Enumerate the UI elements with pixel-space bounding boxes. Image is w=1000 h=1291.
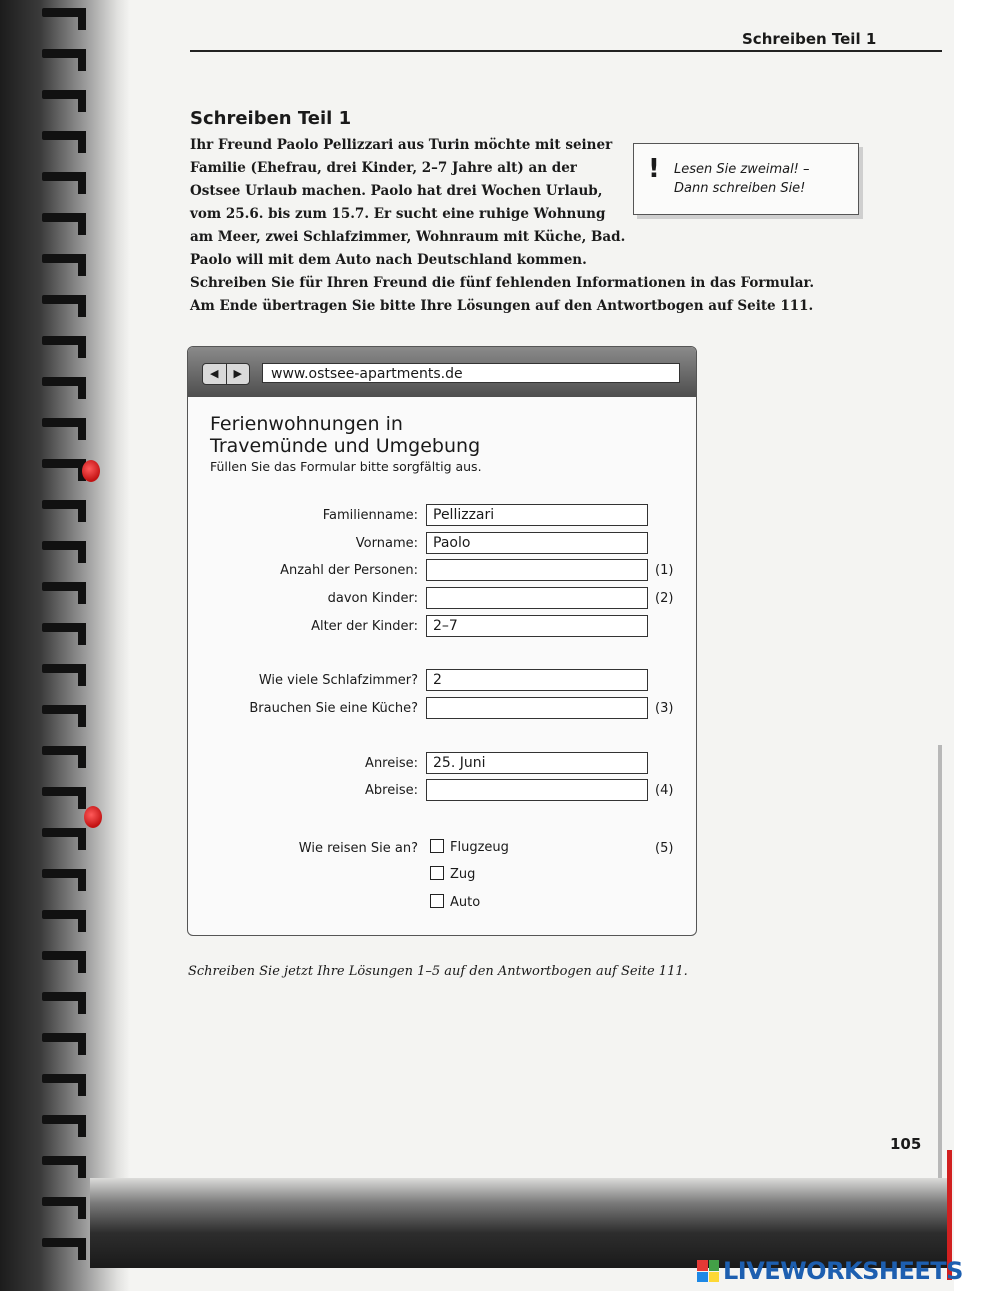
intro-line: Ostsee Urlaub machen. Paolo hat drei Wochen Urlaub, <box>190 183 603 199</box>
binder-ring <box>42 1238 86 1247</box>
binder-ring <box>42 951 86 960</box>
checkbox-zug[interactable] <box>430 866 590 886</box>
form-row-schlafzimmer <box>188 669 696 693</box>
logo-square <box>697 1260 708 1271</box>
binder-ring <box>42 746 86 755</box>
field-label: Wie reisen Sie an? <box>298 841 418 856</box>
field-label: Vorname: <box>355 536 418 551</box>
instruction-line: Schreiben Sie für Ihren Freund die fünf fehlenden Informationen in das Formular. <box>190 275 815 291</box>
checkbox-label: Flugzeug <box>450 840 509 855</box>
binder-ring <box>42 623 86 632</box>
task-instruction <box>190 272 830 318</box>
binder-ring <box>42 336 86 345</box>
address-bar[interactable]: www.ostsee-apartments.de <box>262 363 680 383</box>
section-title: Schreiben Teil 1 <box>190 108 352 129</box>
form-row-personen <box>188 559 696 583</box>
form-title <box>210 413 610 457</box>
form-row-abreise <box>188 779 696 803</box>
watermark <box>697 1256 963 1286</box>
binder-ring <box>42 1033 86 1042</box>
red-marker-dot <box>82 460 100 482</box>
form-row-familienname <box>188 504 696 528</box>
field-label: Anreise: <box>365 756 418 771</box>
field-label: Anzahl der Personen: <box>280 563 418 578</box>
binder-ring <box>42 213 86 222</box>
exclamation-icon: ! <box>648 154 660 184</box>
field-label: Brauchen Sie eine Küche? <box>249 701 418 716</box>
intro-line: Familie (Ehefrau, drei Kinder, 2–7 Jahre alt) an der <box>190 160 577 176</box>
binder-ring <box>42 131 86 140</box>
liveworksheets-logo-icon <box>697 1260 719 1282</box>
checkbox-auto[interactable] <box>430 894 590 914</box>
item-number: (5) <box>655 841 674 856</box>
schlafzimmer-field[interactable]: 2 <box>426 669 648 691</box>
binder-ring <box>42 1197 86 1206</box>
field-label: Abreise: <box>365 783 418 798</box>
binder-ring <box>42 910 86 919</box>
page-number: 105 <box>890 1135 922 1153</box>
intro-line: Ihr Freund Paolo Pellizzari aus Turin möchte mit seiner <box>190 137 613 153</box>
binder-ring <box>42 992 86 1001</box>
form-subtitle: Füllen Sie das Formular bitte sorgfältig aus. <box>210 459 482 474</box>
item-number: (3) <box>655 701 674 716</box>
intro-line: Paolo will mit dem Auto nach Deutschland kommen. <box>190 252 587 268</box>
binder-ring <box>42 90 86 99</box>
item-number: (1) <box>655 563 674 578</box>
checkbox-icon[interactable] <box>430 894 444 908</box>
logo-square <box>709 1260 720 1271</box>
binder-ring <box>42 582 86 591</box>
binder-ring <box>42 49 86 58</box>
binder-ring <box>42 541 86 550</box>
binder-ring <box>42 787 86 796</box>
binder-ring <box>42 1156 86 1165</box>
binder-ring <box>42 500 86 509</box>
binder-ring <box>42 172 86 181</box>
instruction-line: Am Ende übertragen Sie bitte Ihre Lösungen auf den Antwortbogen auf Seite 111. <box>190 298 814 314</box>
scan-shadow <box>90 1178 950 1268</box>
alter-field[interactable]: 2–7 <box>426 615 648 637</box>
item-number: (2) <box>655 591 674 606</box>
kinder-field[interactable] <box>426 587 648 609</box>
form-row-alter <box>188 615 696 639</box>
binder-ring <box>42 1074 86 1083</box>
field-label: Familienname: <box>322 508 418 523</box>
binder-ring <box>42 459 86 468</box>
footer-note: Schreiben Sie jetzt Ihre Lösungen 1–5 auf den Antwortbogen auf Seite 111. <box>188 964 688 979</box>
binder-spine <box>0 0 130 1291</box>
vorname-field[interactable]: Paolo <box>426 532 648 554</box>
hint-text <box>674 160 810 198</box>
binder-ring <box>42 1115 86 1124</box>
intro-text <box>190 134 630 272</box>
back-arrow-icon[interactable]: ◀ <box>203 364 227 384</box>
header-rule <box>190 50 942 52</box>
personen-field[interactable] <box>426 559 648 581</box>
hint-box <box>633 143 859 215</box>
binder-ring <box>42 254 86 263</box>
logo-square <box>709 1272 720 1283</box>
form-title-line: Travemünde und Umgebung <box>210 435 481 457</box>
intro-line: vom 25.6. bis zum 15.7. Er sucht eine ruhige Wohnung <box>190 206 606 222</box>
kueche-field[interactable] <box>426 697 648 719</box>
watermark-text: LIVEWORKSHEETS <box>723 1257 963 1285</box>
browser-window <box>187 346 697 936</box>
anreise-field[interactable]: 25. Juni <box>426 752 648 774</box>
checkbox-icon[interactable] <box>430 839 444 853</box>
form-row-anreise <box>188 752 696 776</box>
red-marker-dot <box>84 806 102 828</box>
item-number: (4) <box>655 783 674 798</box>
hint-line: Lesen Sie zweimal! – <box>674 162 810 177</box>
intro-line: am Meer, zwei Schlafzimmer, Wohnraum mit Küche, Bad. <box>190 229 626 245</box>
binder-ring <box>42 705 86 714</box>
hint-line: Dann schreiben Sie! <box>674 181 806 196</box>
form-row-kinder <box>188 587 696 611</box>
binder-ring <box>42 664 86 673</box>
abreise-field[interactable] <box>426 779 648 801</box>
checkbox-label: Zug <box>450 867 476 882</box>
forward-arrow-icon[interactable]: ▶ <box>233 367 242 380</box>
binder-ring <box>42 8 86 17</box>
binder-ring <box>42 828 86 837</box>
checkbox-flugzeug[interactable] <box>430 839 590 859</box>
familienname-field[interactable]: Pellizzari <box>426 504 648 526</box>
nav-buttons <box>202 363 250 385</box>
checkbox-label: Auto <box>450 895 481 910</box>
form-row-vorname <box>188 532 696 556</box>
field-label: Wie viele Schlafzimmer? <box>258 673 418 688</box>
form-row-kueche <box>188 697 696 721</box>
running-header: Schreiben Teil 1 <box>742 30 877 48</box>
field-label: davon Kinder: <box>327 591 418 606</box>
binder-ring <box>42 869 86 878</box>
binder-ring <box>42 295 86 304</box>
field-label: Alter der Kinder: <box>311 619 418 634</box>
form-title-line: Ferienwohnungen in <box>210 413 403 435</box>
logo-square <box>697 1272 708 1283</box>
browser-toolbar <box>188 347 696 397</box>
binder-ring <box>42 377 86 386</box>
checkbox-icon[interactable] <box>430 866 444 880</box>
binder-ring <box>42 418 86 427</box>
